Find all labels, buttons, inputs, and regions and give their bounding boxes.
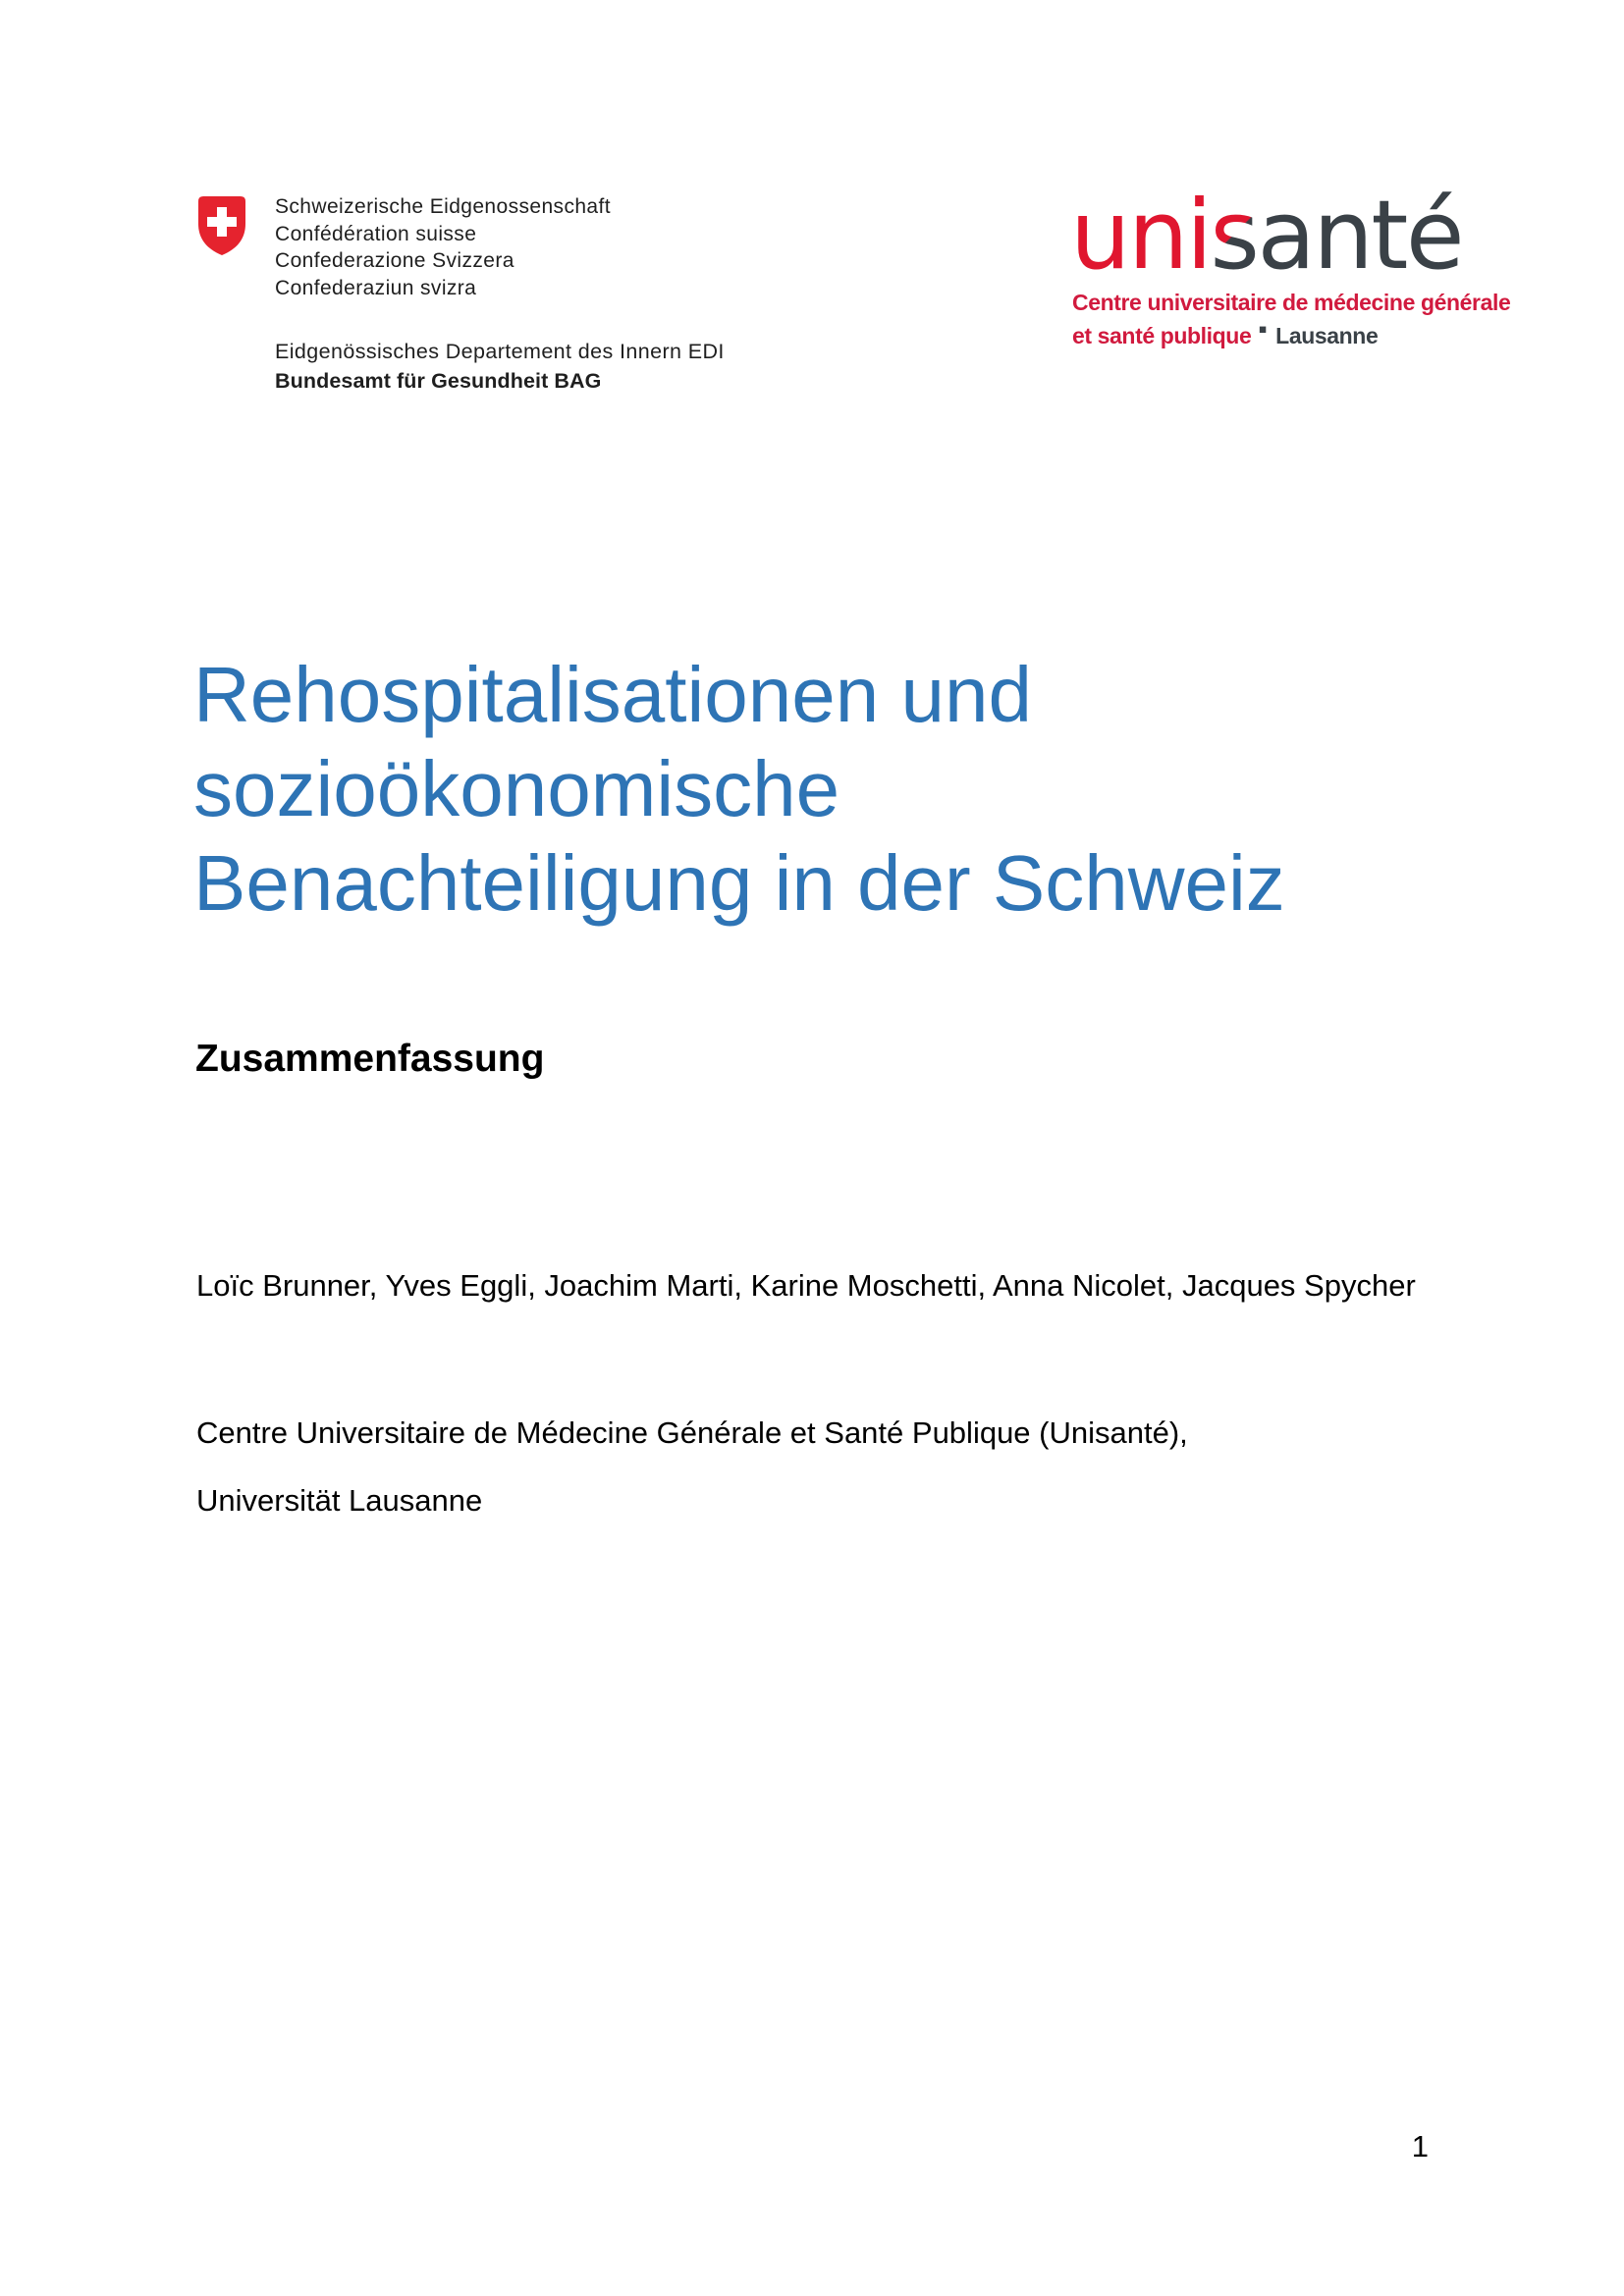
- office-name: Bundesamt für Gesundheit BAG: [275, 369, 602, 393]
- wordmark-red-part: uni: [1070, 180, 1211, 291]
- title-line-2: sozioökonomische: [193, 745, 840, 832]
- swiss-lang-line: Schweizerische Eidgenossenschaft: [275, 195, 611, 218]
- tagline-line2-red-part: et santé publique: [1072, 323, 1252, 348]
- page-number: 1: [1411, 2129, 1429, 2163]
- swiss-lang-line: Confédération suisse: [275, 222, 477, 245]
- unisante-wordmark: [1070, 180, 1463, 291]
- title-line-3: Benachteiligung in der Schweiz: [193, 839, 1285, 927]
- wordmark-dark-part: anté: [1257, 180, 1463, 291]
- tagline-line2-city: Lausanne: [1275, 323, 1379, 348]
- unisante-tagline-line2: [1072, 314, 1510, 352]
- affiliation-line-2: Universität Lausanne: [196, 1483, 483, 1518]
- document-subtitle: Zusammenfassung: [195, 1038, 545, 1080]
- department-name: Eidgenössisches Departement des Innern EDI: [275, 340, 725, 363]
- authors-line: Loïc Brunner, Yves Eggli, Joachim Marti, Karine Moschetti, Anna Nicolet, Jacques Spycher: [196, 1268, 1416, 1303]
- swiss-department-block: [275, 337, 725, 396]
- unisante-tagline-line1: Centre universitaire de médecine générale: [1072, 290, 1511, 315]
- swiss-lang-line: Confederaziun svizra: [275, 276, 477, 299]
- dot-separator-icon: ▪: [1258, 314, 1268, 344]
- swiss-logo-language-lines: [275, 193, 611, 301]
- swiss-lang-line: Confederazione Svizzera: [275, 249, 514, 272]
- swiss-shield-icon: [196, 194, 247, 257]
- affiliation-line-1: Centre Universitaire de Médecine Générale et Santé Publique (Unisanté),: [196, 1415, 1188, 1450]
- document-title: [193, 648, 1285, 931]
- title-line-1: Rehospitalisationen und: [193, 651, 1032, 738]
- wordmark-split-letter: s: [1210, 180, 1258, 291]
- unisante-tagline: [1072, 287, 1510, 352]
